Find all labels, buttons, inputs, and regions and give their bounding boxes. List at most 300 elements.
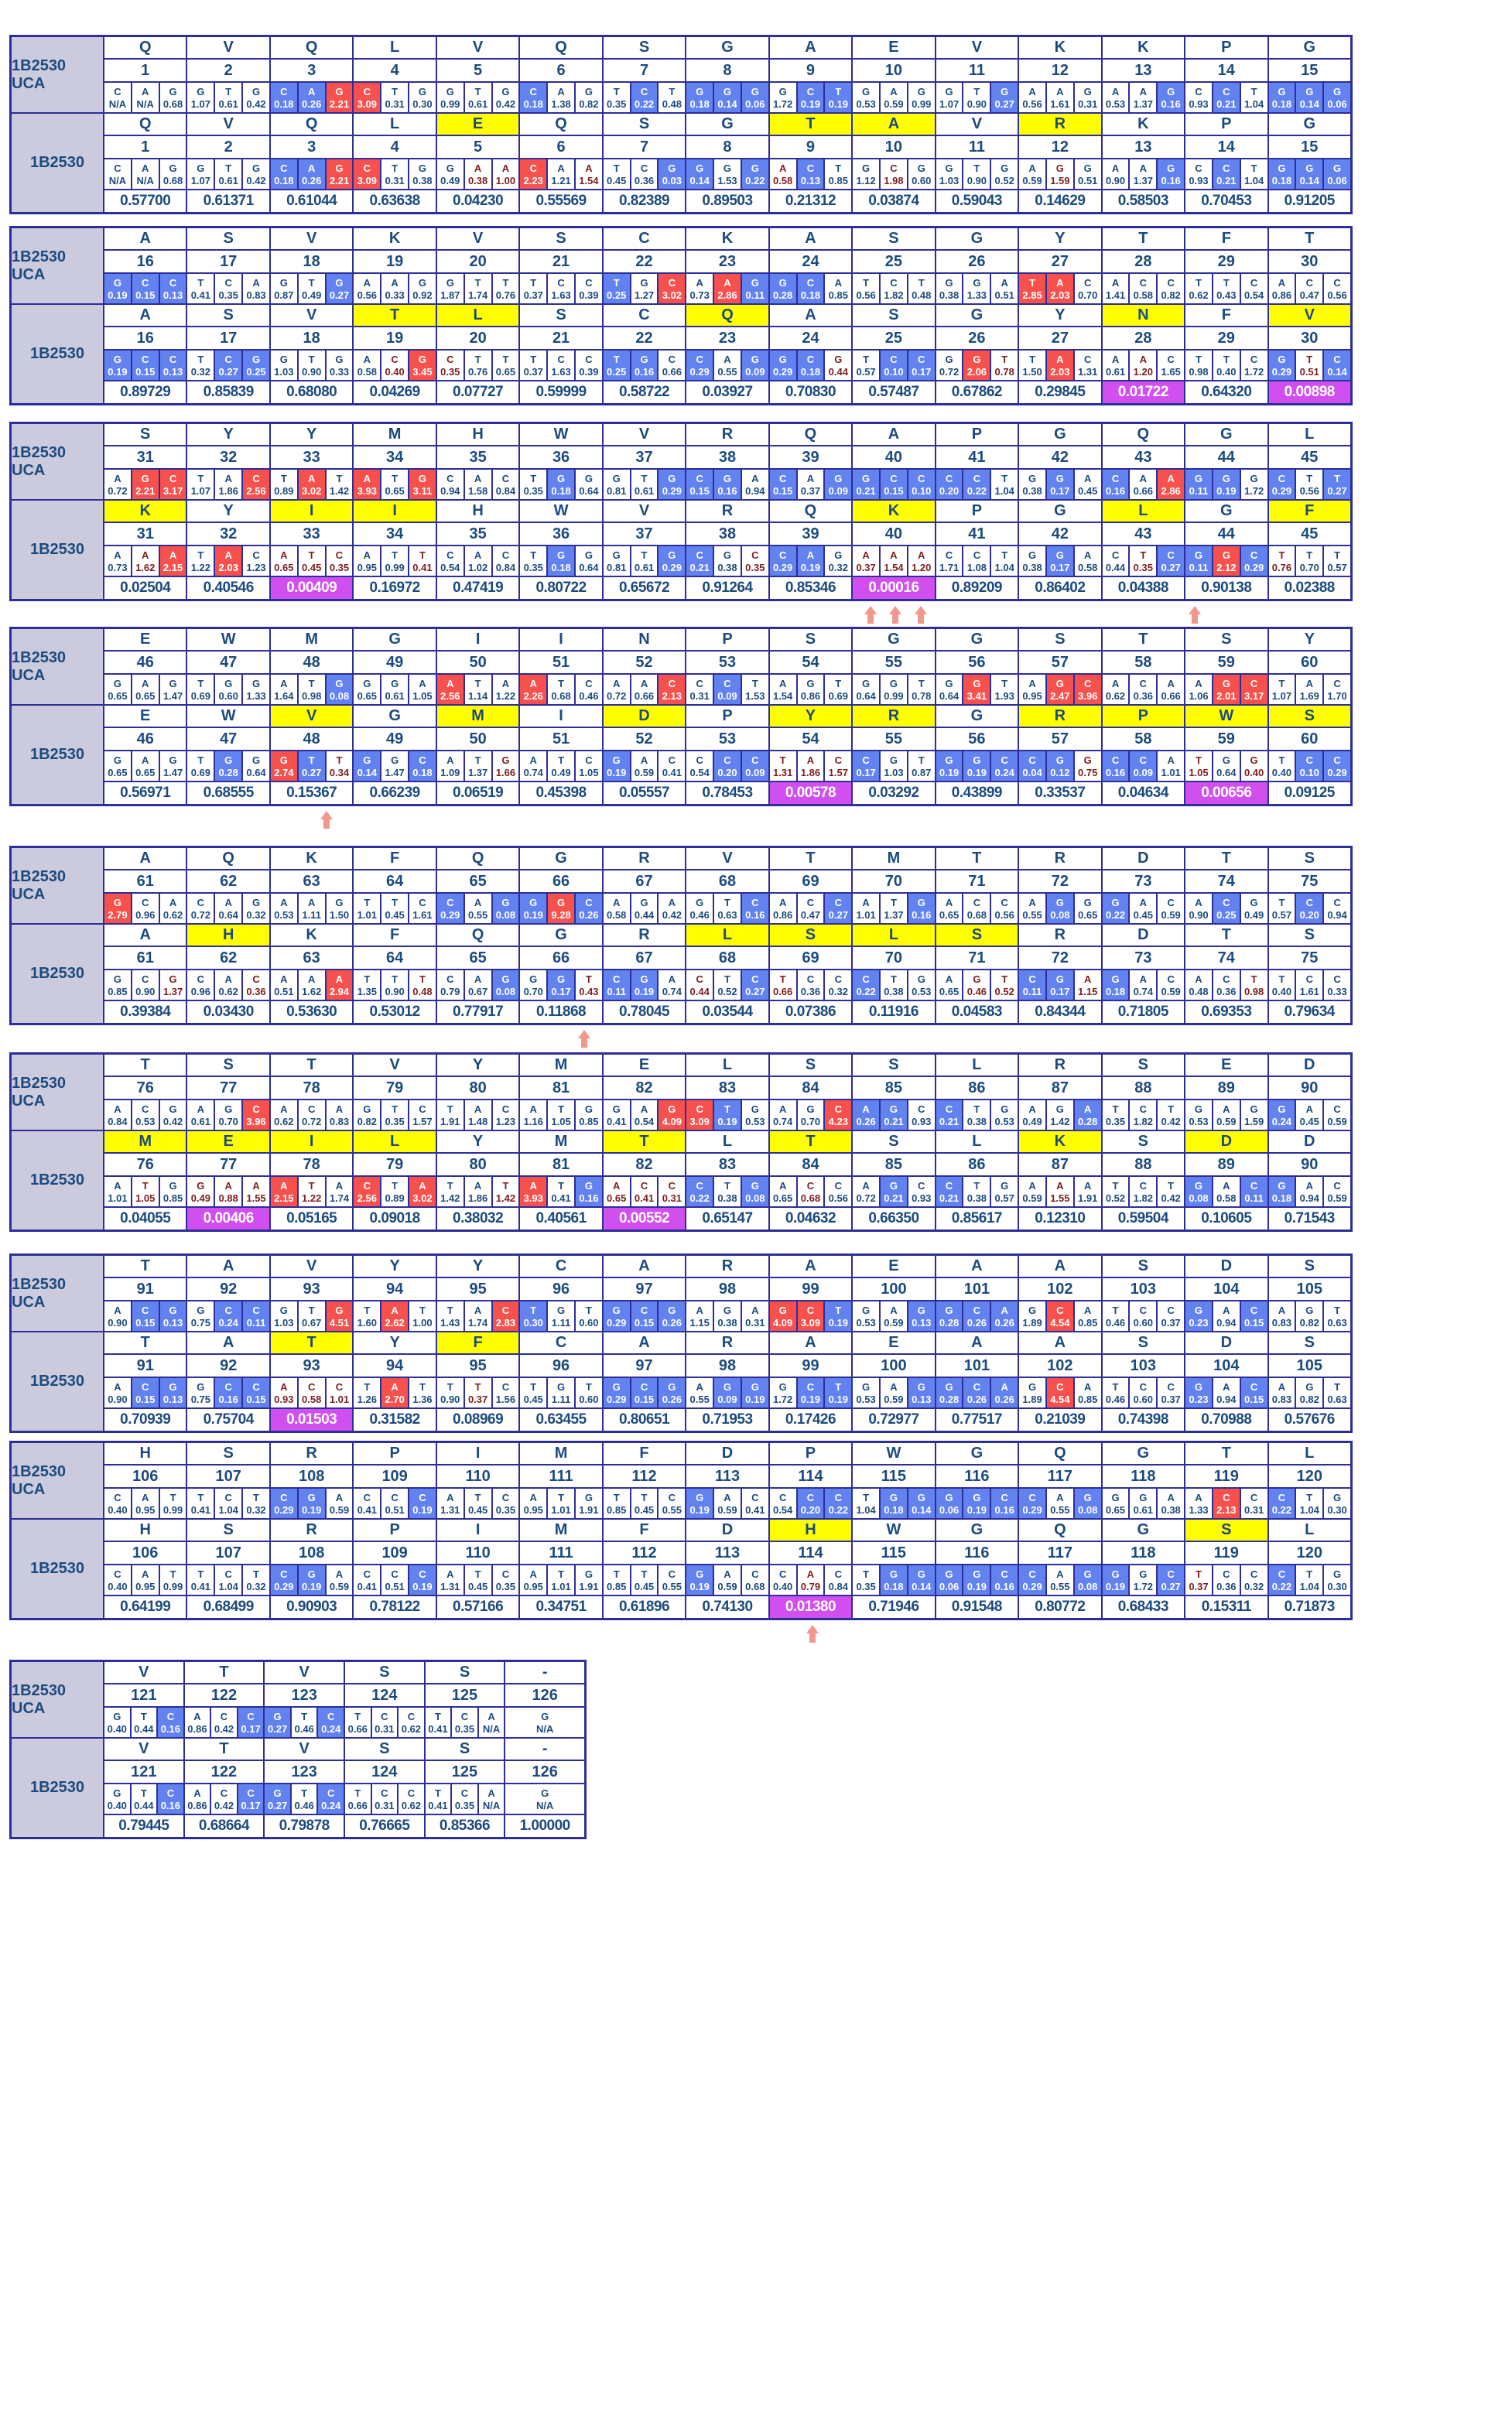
nucleotide-letter: C (1139, 1180, 1148, 1192)
nucleotide-value: 0.11 (1244, 1192, 1264, 1204)
nucleotide-value: 1.71 (939, 562, 960, 573)
nucleotide-value: 0.36 (1216, 1581, 1237, 1592)
nucleotide-value: 0.36 (1216, 986, 1237, 997)
nucleotide-value: 0.53 (856, 1394, 876, 1405)
nucleotide-letter: G (113, 1711, 121, 1722)
nucleotide-value: 1.11 (302, 909, 321, 921)
amino-acid-cell: I (354, 501, 435, 522)
amino-acid-cell: G (936, 305, 1018, 326)
nucleotide-cell (1185, 751, 1212, 781)
nucleotide-value: 0.40 (1216, 366, 1237, 378)
nucleotide-value: 0.95 (1022, 690, 1042, 702)
nucleotide-value: 0.15 (884, 485, 904, 497)
nucleotide-cell (881, 1489, 907, 1518)
amino-acid-cell: F (604, 1443, 685, 1464)
nucleotide-value: 0.45 (385, 909, 405, 921)
amino-acid-cell: Q (1019, 1443, 1100, 1464)
nucleotide-letter: T (301, 1711, 308, 1722)
nucleotide-cell (825, 970, 851, 1000)
nucleotide-value: 0.45 (467, 1581, 488, 1592)
nucleotide-letter: G (1333, 1568, 1342, 1580)
nucleotide-letter: A (724, 1568, 731, 1580)
nucleotide-cell (825, 1378, 851, 1407)
nucleotide-value: 4.54 (1050, 1317, 1070, 1329)
nucleotide-letter: C (1305, 754, 1313, 766)
position-cell: 70 (853, 947, 934, 969)
nucleotide-letter: T (301, 1787, 308, 1799)
position-cell: 14 (1185, 136, 1267, 158)
amino-acid-cell: P (686, 706, 768, 727)
nucleotide-value: 0.40 (108, 1504, 128, 1516)
position-cell: 10 (853, 136, 934, 158)
nucleotide-cell (1158, 159, 1184, 189)
nucleotide-value: 0.13 (162, 366, 183, 378)
nucleotide-letter: A (613, 1180, 621, 1192)
nucleotide-value: 0.59 (1022, 1192, 1042, 1204)
nucleotide-letter: G (113, 277, 121, 289)
nucleotide-cell (381, 83, 408, 112)
probability-cell: 0.03292 (853, 782, 934, 804)
nucleotide-letter: T (558, 1180, 565, 1192)
amino-acid-cell: V (604, 424, 685, 445)
nucleotide-cell (631, 1489, 658, 1518)
nucleotide-value: 0.64 (1216, 767, 1237, 778)
nucleotide-value: 1.91 (1078, 1192, 1098, 1204)
nucleotide-cell (292, 1784, 317, 1814)
nucleotide-letter: A (778, 897, 787, 908)
amino-acid-cell: R (686, 501, 768, 522)
nucleotide-value: 0.81 (607, 562, 627, 573)
nucleotide-letter: G (1194, 549, 1203, 561)
nucleotide-letter: C (1333, 1103, 1341, 1115)
nucleotide-value: 0.14 (717, 98, 737, 110)
nucleotide-cell (742, 274, 768, 303)
nucleotide-letter: G (1111, 973, 1120, 985)
probability-cell: 0.68555 (187, 782, 269, 804)
nucleotide-value: 0.17 (241, 1800, 261, 1811)
probability-cell: 0.56971 (104, 782, 186, 804)
nucleotide-letter: C (381, 1787, 388, 1799)
nucleotide-letter: T (530, 1381, 537, 1393)
nucleotide-cell (908, 970, 935, 1000)
amino-acid-cell: R (686, 1256, 768, 1277)
nucleotide-value: 0.38 (412, 175, 433, 186)
probability-cell: 0.91264 (686, 577, 768, 599)
nucleotide-cell (354, 159, 380, 189)
nucleotide-cell (1185, 1100, 1212, 1130)
nucleotide-cell (853, 894, 879, 923)
amino-acid-cell: S (853, 1131, 934, 1152)
nucleotide-cell (548, 970, 574, 1000)
nucleotide-cell (215, 470, 241, 499)
probability-cell: 0.31582 (354, 1409, 435, 1431)
nucleotide-value: 0.34 (329, 767, 350, 778)
probability-cell: 0.65672 (604, 577, 685, 599)
nucleotide-cell (211, 1784, 237, 1814)
alignment-block (9, 846, 1353, 1025)
nucleotide-value: 0.85 (607, 1581, 627, 1592)
position-cell: 82 (604, 1077, 685, 1099)
nucleotide-letter: T (1250, 973, 1257, 985)
nucleotide-letter: T (280, 473, 287, 484)
nucleotide-cell (908, 274, 935, 303)
nucleotide-letter: C (1083, 277, 1092, 289)
nucleotide-letter: G (169, 973, 177, 985)
nucleotide-letter: G (1333, 86, 1342, 97)
nucleotide-letter: G (917, 1492, 925, 1503)
nucleotide-letter: T (336, 473, 343, 484)
nucleotide-cell (354, 1177, 380, 1206)
nucleotide-letter: T (140, 1711, 147, 1722)
nucleotide-letter: A (363, 549, 371, 561)
nucleotide-cell (853, 1565, 879, 1595)
nucleotide-value: 4.09 (662, 1116, 682, 1127)
nucleotide-cell (437, 1301, 464, 1331)
nucleotide-value: 0.22 (966, 485, 987, 497)
amino-acid-cell: N (1103, 305, 1184, 326)
nucleotide-value: 0.64 (246, 767, 266, 778)
nucleotide-cell (714, 274, 741, 303)
probability-cell: 0.75704 (187, 1409, 269, 1431)
nucleotide-cell (381, 751, 408, 781)
nucleotide-value: 0.17 (912, 366, 932, 378)
nucleotide-cell (1324, 274, 1350, 303)
nucleotide-cell (548, 1177, 574, 1206)
nucleotide-value: 0.09 (717, 1394, 737, 1405)
position-cell: 40 (853, 523, 934, 545)
nucleotide-cell (187, 546, 214, 576)
nucleotide-cell (881, 470, 907, 499)
nucleotide-letter: G (418, 86, 426, 97)
nucleotide-cell (686, 1301, 713, 1331)
nucleotide-value: 0.58 (772, 175, 793, 186)
position-cell: 91 (104, 1278, 186, 1300)
nucleotide-cell (963, 1378, 990, 1407)
nucleotide-letter: C (501, 1381, 510, 1393)
nucleotide-letter: A (529, 1492, 537, 1503)
amino-acid-cell: D (686, 1443, 768, 1464)
nucleotide-letter: A (724, 354, 731, 365)
nucleotide-letter: G (584, 1568, 593, 1580)
amino-acid-cell: G (1269, 114, 1350, 135)
nucleotide-value: 0.82 (1299, 1394, 1319, 1405)
probability-cell: 0.38032 (437, 1208, 518, 1230)
nucleotide-value: 0.66 (347, 1723, 368, 1735)
nucleotide-letter: T (1168, 1103, 1175, 1115)
nucleotide-letter: A (363, 473, 371, 484)
nucleotide-value: 1.01 (551, 1504, 571, 1516)
nucleotide-letter: T (863, 1492, 870, 1503)
nucleotide-letter: T (835, 678, 842, 689)
nucleotide-value: 0.09 (745, 767, 765, 778)
nucleotide-letter: G (1333, 162, 1342, 174)
nucleotide-value: 0.45 (634, 1504, 655, 1516)
nucleotide-letter: A (307, 86, 316, 97)
nucleotide-letter: C (501, 1568, 510, 1580)
nucleotide-letter: C (1333, 973, 1341, 985)
nucleotide-value: 1.33 (1189, 1504, 1209, 1516)
nucleotide-value: 0.35 (856, 1581, 876, 1592)
nucleotide-letter: A (724, 1492, 731, 1503)
nucleotide-value: 0.17 (241, 1723, 261, 1735)
nucleotide-letter: G (751, 277, 759, 289)
nucleotide-cell (1185, 274, 1212, 303)
amino-acid-cell: T (604, 1131, 685, 1152)
nucleotide-letter: A (307, 473, 316, 484)
nucleotide-cell (1103, 894, 1129, 923)
amino-acid-cell: T (185, 1739, 264, 1760)
nucleotide-letter: C (247, 1711, 255, 1722)
probability-cell: 0.04634 (1103, 782, 1184, 804)
nucleotide-letter: G (834, 549, 843, 561)
amino-acid-cell: S (1269, 1256, 1350, 1277)
row-label-uca: 1B2530 UCA (12, 848, 103, 923)
nucleotide-cell (1185, 1489, 1212, 1518)
amino-acid-cell: F (1269, 501, 1350, 522)
nucleotide-value: 0.70 (523, 986, 543, 997)
nucleotide-value: 1.12 (856, 175, 876, 186)
amino-acid-cell: A (770, 37, 851, 58)
nucleotide-value: 0.83 (1271, 1394, 1292, 1405)
nucleotide-letter: A (1139, 86, 1148, 97)
nucleotide-value: 0.60 (218, 690, 238, 702)
nucleotide-cell (770, 1565, 796, 1595)
nucleotide-letter: C (806, 86, 815, 97)
nucleotide-value: 1.54 (579, 175, 599, 186)
amino-acid-cell: L (354, 37, 435, 58)
nucleotide-letter: G (113, 897, 121, 908)
nucleotide-value: 0.59 (884, 1317, 904, 1329)
amino-acid-cell: A (604, 1332, 685, 1353)
nucleotide-cell (936, 1489, 963, 1518)
position-cell: 27 (1019, 327, 1100, 349)
amino-acid-cell: K (1103, 37, 1184, 58)
nucleotide-letter: G (1055, 549, 1064, 561)
nucleotide-value: 0.68 (745, 1581, 765, 1592)
nucleotide-letter: G (335, 86, 344, 97)
alignment-block (9, 1052, 1353, 1232)
nucleotide-cell (1241, 970, 1267, 1000)
nucleotide-value: 0.82 (1161, 289, 1181, 301)
nucleotide-letter: A (806, 549, 815, 561)
nucleotide-letter: G (917, 897, 925, 908)
nucleotide-value: 0.35 (385, 1116, 405, 1127)
nucleotide-value: 0.19 (966, 1581, 987, 1592)
probability-cell: 0.05557 (604, 782, 685, 804)
position-cell: 75 (1269, 947, 1350, 969)
nucleotide-letter: G (1001, 86, 1009, 97)
position-cell: 37 (604, 523, 685, 545)
nucleotide-letter: T (474, 277, 481, 289)
nucleotide-cell (299, 274, 325, 303)
nucleotide-value: 0.46 (1105, 1317, 1126, 1329)
nucleotide-letter: C (751, 973, 759, 985)
nucleotide-value: 0.76 (467, 366, 488, 378)
nucleotide-cell (659, 1100, 685, 1130)
nucleotide-cell (963, 83, 990, 112)
nucleotide-value: 1.55 (246, 1192, 266, 1204)
nucleotide-value: 0.62 (401, 1800, 422, 1811)
nucleotide-letter: G (723, 86, 732, 97)
nucleotide-cell (1269, 894, 1295, 923)
nucleotide-cell (243, 1565, 269, 1595)
nucleotide-value: 0.15 (689, 485, 710, 497)
probability-cell: 0.14629 (1019, 190, 1100, 212)
position-cell: 91 (104, 1355, 186, 1377)
nucleotide-letter: C (973, 549, 981, 561)
nucleotide-letter: G (973, 678, 981, 689)
nucleotide-value: 0.09 (717, 690, 737, 702)
nucleotide-value: 0.73 (689, 289, 710, 301)
nucleotide-value: 0.78 (912, 690, 932, 702)
nucleotide-cell (381, 1489, 408, 1518)
nucleotide-cell (409, 274, 436, 303)
nucleotide-cell (659, 894, 685, 923)
nucleotide-cell (1324, 83, 1350, 112)
nucleotide-value: 0.16 (912, 909, 932, 921)
nucleotide-cell (825, 470, 851, 499)
probability-cell: 0.71946 (853, 1596, 934, 1618)
amino-acid-cell: S (520, 305, 601, 326)
nucleotide-letter: G (612, 473, 621, 484)
nucleotide-value: 0.32 (246, 1581, 266, 1592)
nucleotide-letter: G (834, 473, 843, 484)
nucleotide-cell (354, 894, 380, 923)
nucleotide-value: 0.42 (214, 1800, 234, 1811)
position-cell: 65 (437, 870, 518, 892)
amino-acid-cell: T (104, 1055, 186, 1076)
nucleotide-value: 0.72 (302, 1116, 322, 1127)
nucleotide-letter: C (918, 473, 925, 484)
amino-acid-cell: G (1103, 1520, 1184, 1541)
nucleotide-value: 0.29 (662, 562, 682, 573)
nucleotide-cell (1241, 1177, 1267, 1206)
nucleotide-value: 0.19 (412, 1581, 433, 1592)
nucleotide-value: 0.27 (302, 767, 322, 778)
nucleotide-cell (1269, 675, 1295, 704)
nucleotide-value: 0.84 (828, 1581, 848, 1592)
nucleotide-cell (1019, 970, 1045, 1000)
nucleotide-cell (238, 1708, 264, 1737)
nucleotide-cell (1075, 159, 1101, 189)
nucleotide-cell (936, 351, 963, 380)
amino-acid-cell: L (686, 925, 768, 946)
position-cell: 99 (770, 1278, 851, 1300)
nucleotide-cell (437, 970, 464, 1000)
nucleotide-value: 1.93 (994, 690, 1014, 702)
nucleotide-letter: A (391, 1305, 399, 1316)
nucleotide-value: 0.20 (717, 767, 737, 778)
nucleotide-cell (299, 1489, 325, 1518)
nucleotide-cell (548, 894, 574, 923)
nucleotide-value: N/A (535, 1800, 554, 1811)
nucleotide-value: 1.08 (966, 562, 987, 573)
nucleotide-value: 0.59 (884, 1394, 904, 1405)
nucleotide-value: 1.15 (689, 1317, 710, 1329)
nucleotide-letter: C (1139, 1381, 1148, 1393)
nucleotide-cell (576, 970, 602, 1000)
nucleotide-cell (493, 1100, 519, 1130)
nucleotide-letter: C (806, 1305, 815, 1316)
nucleotide-value: 1.37 (884, 909, 904, 921)
nucleotide-letter: C (1001, 1492, 1008, 1503)
amino-acid-cell: G (686, 37, 768, 58)
nucleotide-letter: A (1111, 277, 1120, 289)
nucleotide-cell (215, 1177, 241, 1206)
amino-acid-cell: Y (437, 1256, 518, 1277)
nucleotide-cell (991, 751, 1018, 781)
nucleotide-cell (604, 274, 630, 303)
nucleotide-cell (686, 470, 713, 499)
nucleotide-letter: T (253, 1492, 259, 1503)
nucleotide-value: 0.18 (551, 485, 571, 497)
nucleotide-cell (1047, 351, 1073, 380)
nucleotide-cell (409, 1565, 436, 1595)
nucleotide-cell (520, 675, 546, 704)
position-cell: 18 (271, 327, 352, 349)
nucleotide-cell (327, 1565, 353, 1595)
position-cell: 25 (853, 327, 934, 349)
nucleotide-cell (299, 470, 325, 499)
position-cell: 107 (187, 1466, 269, 1487)
nucleotide-value: 0.42 (495, 98, 516, 110)
nucleotide-value: 0.16 (1105, 485, 1126, 497)
nucleotide-value: 0.58 (1216, 1192, 1237, 1204)
nucleotide-letter: A (280, 1381, 288, 1393)
nucleotide-cell (381, 274, 408, 303)
nucleotide-value: 0.93 (1189, 175, 1209, 186)
amino-acid-cell: V (271, 228, 352, 249)
nucleotide-value: 4.23 (828, 1116, 848, 1127)
nucleotide-value: 0.67 (467, 986, 488, 997)
probability-cell: 0.39384 (104, 1001, 186, 1023)
nucleotide-cell (520, 159, 546, 189)
probability-cell: 0.04269 (354, 381, 435, 403)
probability-cell: 0.40561 (520, 1208, 601, 1230)
nucleotide-letter: T (197, 678, 204, 689)
nucleotide-value: 0.19 (966, 767, 987, 778)
nucleotide-cell (104, 1177, 131, 1206)
amino-acid-cell: W (520, 424, 601, 445)
position-cell: 97 (604, 1278, 685, 1300)
nucleotide-letter: T (419, 1381, 426, 1393)
nucleotide-cell (659, 1378, 685, 1407)
nucleotide-cell (1269, 83, 1295, 112)
nucleotide-cell (1269, 274, 1295, 303)
nucleotide-letter: T (1278, 973, 1285, 985)
nucleotide-value: 0.40 (385, 366, 405, 378)
nucleotide-cell (104, 675, 131, 704)
nucleotide-value: 0.56 (828, 1192, 848, 1204)
nucleotide-cell (243, 546, 269, 576)
nucleotide-letter: G (113, 354, 121, 365)
row-label-seq: 1B2530 (12, 1332, 103, 1431)
nucleotide-letter: C (363, 1180, 371, 1192)
nucleotide-cell (548, 546, 574, 576)
nucleotide-value: 0.13 (800, 175, 821, 186)
nucleotide-value: 0.99 (912, 98, 932, 110)
nucleotide-letter: C (1167, 973, 1175, 985)
nucleotide-cell (881, 751, 907, 781)
nucleotide-cell (1213, 894, 1240, 923)
nucleotide-value: 1.62 (302, 986, 322, 997)
nucleotide-cell (1296, 159, 1322, 189)
probability-cell: 0.08969 (437, 1409, 518, 1431)
nucleotide-value: 0.82 (579, 98, 599, 110)
nucleotide-letter: C (224, 354, 232, 365)
nucleotide-value: 2.21 (135, 485, 156, 497)
nucleotide-letter: A (114, 549, 121, 561)
